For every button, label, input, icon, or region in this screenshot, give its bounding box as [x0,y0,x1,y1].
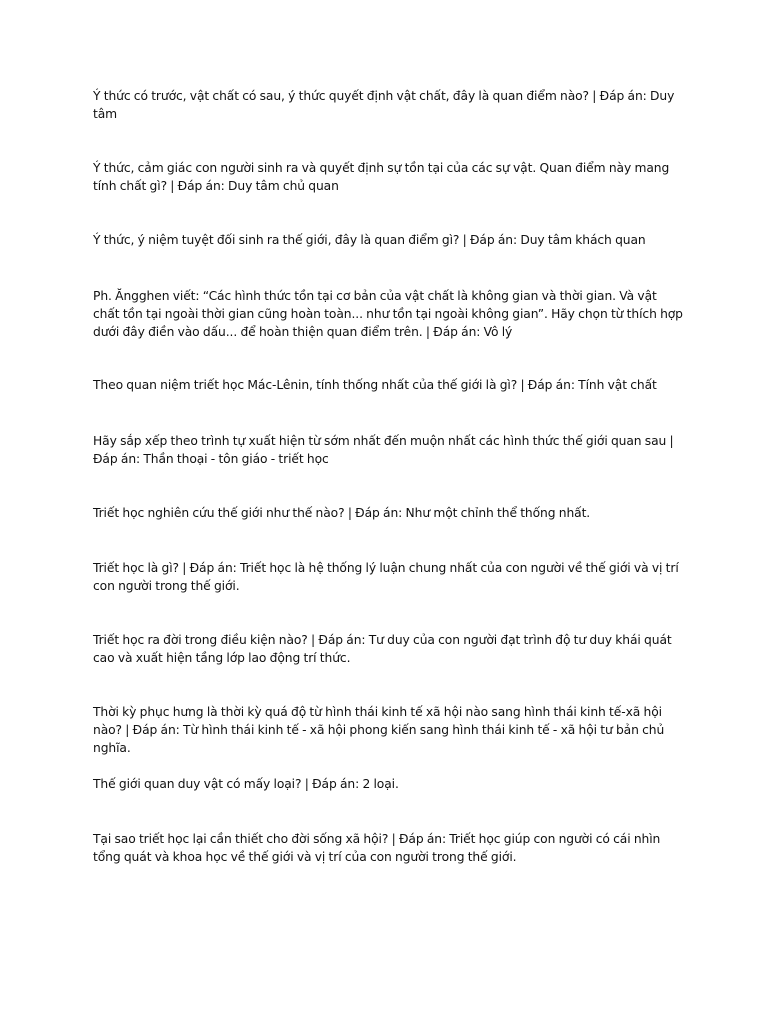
qa-paragraph: Ý thức, cảm giác con người sinh ra và quyết định sự tồn tại của các sự vật. Quan điểm này mang tính chất gì? | Đáp án: Duy tâm chủ quan [93,161,670,193]
qa-paragraph: Hãy sắp xếp theo trình tự xuất hiện từ sớm nhất đến muộn nhất các hình thức thế giới quan sau | Đáp án: Thần thoại - tôn giáo - triết học [93,434,674,466]
qa-paragraph: Ý thức, ý niệm tuyệt đối sinh ra thế giới, đây là quan điểm gì? | Đáp án: Duy tâm khách quan [93,233,646,247]
qa-paragraph: Thế giới quan duy vật có mấy loại? | Đáp án: 2 loại. [93,777,399,791]
qa-paragraph: Ph. Ăngghen viết: “Các hình thức tồn tại cơ bản của vật chất là không gian và thời gian. Và vật chất tồn tại ngoài thời gian cũng hoàn toàn... như tồn tại ngoài không gian”. Hãy chọn từ thích hợp dưới đây điền vào dấu... để hoàn thiện quan điểm trên. | Đáp án: Vô lý [93,289,683,339]
qa-paragraph: Theo quan niệm triết học Mác-Lênin, tính thống nhất của thế giới là gì? | Đáp án: Tính vật chất [93,378,657,392]
qa-paragraph: Triết học nghiên cứu thế giới như thế nào? | Đáp án: Như một chỉnh thể thống nhất. [93,506,591,520]
qa-paragraph: Triết học là gì? | Đáp án: Triết học là hệ thống lý luận chung nhất của con người về thế giới và vị trí con người trong thế giới. [93,561,679,593]
qa-paragraph: Thời kỳ phục hưng là thời kỳ quá độ từ hình thái kinh tế xã hội nào sang hình thái kinh tế-xã hội nào? | Đáp án: Từ hình thái kinh tế - xã hội phong kiến sang hình thái kinh tế - xã hội tư bản chủ nghĩa. [93,705,665,755]
qa-paragraph: Triết học ra đời trong điều kiện nào? | Đáp án: Tư duy của con người đạt trình độ tư duy khái quát cao và xuất hiện tầng lớp lao động trí thức. [93,633,672,665]
qa-paragraph: Tại sao triết học lại cần thiết cho đời sống xã hội? | Đáp án: Triết học giúp con người có cái nhìn tổng quát và khoa học về thế giới và vị trí của con người trong thế giới. [93,832,661,864]
qa-paragraph: Ý thức có trước, vật chất có sau, ý thức quyết định vật chất, đây là quan điểm nào? | Đáp án: Duy tâm [93,89,675,121]
